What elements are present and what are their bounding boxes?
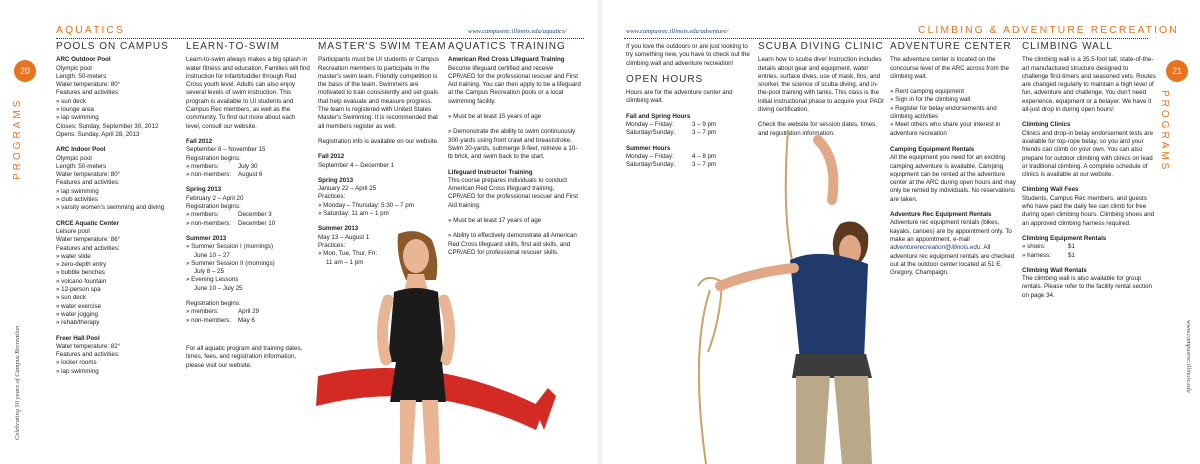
fall-heading: Fall 2012 — [186, 137, 213, 145]
training-title: AQUATICS TRAINING — [448, 41, 566, 52]
spring-heading: Spring 2013 — [186, 186, 222, 194]
learn-summer-registration — [186, 300, 310, 325]
vertical-side-url: www.campusrec.illinois.edu — [1185, 320, 1192, 393]
lifeguard-photo — [316, 228, 556, 464]
masters-fall-block — [318, 153, 440, 170]
feature-item: » lap swimming — [56, 188, 176, 196]
clinics-heading: Climbing Clinics — [1022, 121, 1071, 129]
shoes-label: » shoes: — [1022, 243, 1068, 251]
learn-summer-block — [186, 235, 310, 293]
pool-line: Water temperature: 80° — [56, 171, 121, 179]
climber-photo — [670, 130, 910, 464]
equipment-prices — [1022, 243, 1156, 260]
adventure-center-title: ADVENTURE CENTER — [890, 41, 1012, 52]
non-members-date: December 10 — [238, 219, 276, 227]
registration-label: Registration begins: — [186, 300, 241, 308]
members-date: July 30 — [238, 162, 258, 170]
practice-time: » Monday – Thursday: 5:30 – 7 pm — [318, 202, 440, 210]
shoes-price: $1 — [1068, 243, 1075, 251]
instructor-text: This course prepares individuals to conduct American Red Cross lifeguard training, CPR/AED for the professional rescuer and First Aid training. — [448, 176, 578, 209]
header-dotted-rule — [624, 38, 1148, 39]
days-label: Monday – Friday: — [626, 152, 674, 160]
members-date: December 3 — [238, 211, 272, 219]
masters-registration-info: Registration info is available on our website. — [318, 137, 439, 145]
members-label: » members: — [186, 163, 238, 171]
instructor-requirement: » Ability to effectively demonstrate all American Red Cross lifeguard skills, first aid skills, and CPR/AED for professional rescuer skills. — [448, 232, 582, 257]
members-date: April 29 — [238, 308, 259, 316]
lifeguard-text: Become lifeguard certified and receive CPR/AED for the professional rescuer and First Aid training. You can then apply to be a lifeguard at the Campus Recreation pools or a local swimming facility. — [448, 64, 581, 105]
climbing-wall-title: CLIMBING WALL — [1022, 41, 1113, 52]
feature-item: » varsity women's swimming and diving — [56, 204, 176, 212]
learn-to-swim-column — [186, 43, 310, 370]
crce-name: CRCE Aquatic Center — [56, 219, 120, 227]
crce-block — [56, 220, 176, 328]
adventure-url-link[interactable]: www.campusrec.illinois.edu/adventure/ — [626, 28, 729, 35]
aquatics-url-link[interactable]: www.campusrec.illinois.edu/aquatics/ — [468, 28, 567, 35]
lifeguard-requirement: » Demonstrate the ability to swim continuously 300-yards using front crawl and breaststroke. Swim 20-yards, submerge 9-feet, retrieve a 10-lb brick, and swim back to the start. — [448, 128, 582, 161]
pools-title: POOLS ON CAMPUS — [56, 41, 169, 52]
masters-spring-block — [318, 177, 440, 218]
camping-text: All the equipment you need for an exciting camping adventure is available. Camping equipment can be rented at the adventure center at the ARC during open hours and may only be rented by individuals. No reservations are taken. — [890, 154, 1016, 203]
members-label: » members: — [186, 308, 238, 316]
scuba-title: SCUBA DIVING CLINIC — [758, 41, 884, 52]
pool-line: Features and activities: — [56, 89, 120, 97]
camping-heading: Camping Equipment Rentals — [890, 145, 975, 153]
fees-text: Students, Campus Rec members, and guests who have paid the daily fee can climb for free during open climbing hours. Climbing shoes and an approved climbing harness required. — [1022, 194, 1155, 227]
pool-line: Water temperature: 86° — [56, 236, 121, 244]
feature-item: » locker rooms — [56, 359, 176, 367]
feature-item: » zero-depth entry — [56, 261, 176, 269]
feature-item: » water jogging — [56, 311, 176, 319]
vertical-programs-label: PROGRAMS — [12, 97, 23, 180]
page-number-badge: 20 — [14, 60, 36, 82]
wall-rentals-text: The climbing wall is also available for group rentals. Please refer to the facility rental section on page 34. — [1022, 275, 1153, 299]
non-members-label: » non-members: — [186, 317, 238, 325]
lifeguard-requirement: » Must be at least 15 years of age — [448, 113, 582, 121]
feature-item: » rehab/therapy — [56, 319, 176, 327]
service-item: » Rent camping equipment — [890, 88, 1016, 96]
summer-item: June 10 – 27 — [194, 251, 230, 259]
pool-line: Water temperature: 82° — [56, 342, 121, 350]
days-label: Monday – Friday: — [626, 121, 674, 129]
summer-heading: Summer 2013 — [186, 234, 227, 242]
feature-item: » water slide — [56, 253, 176, 261]
freer-block — [56, 335, 176, 376]
hours-value: 4 – 8 pm — [692, 152, 717, 160]
learn-fall-block — [186, 138, 310, 179]
pools-column — [56, 43, 176, 383]
members-label: » members: — [186, 211, 238, 219]
days-label: Saturday/Sunday: — [626, 129, 676, 137]
summer-item: » Evening Lessons — [186, 276, 310, 284]
non-members-date: August 6 — [238, 171, 263, 179]
adventure-intro: If you love the outdoors or are just looking to try something new, you have to check out the climbing wall and adventure recreation! — [626, 43, 750, 67]
vertical-side-caption: Celebrating 50 years of Campus Recreation — [14, 325, 21, 440]
spring-dates: January 22 – April 25 — [318, 185, 377, 193]
fall-spring-heading: Fall and Spring Hours — [626, 112, 691, 120]
fall-dates: September 4 – December 1 — [318, 161, 395, 169]
registration-label: Registration begins: — [186, 203, 241, 211]
scuba-text: Learn how to scuba dive! Instruction includes details about gear and equipment, water entries, surface dives, use of mask, fins, and snorkel, the science of scuba diving, and in-the-pool training with tanks. This class is the initial instructional phase to acquire your PADI diving certification. — [758, 56, 884, 114]
arc-indoor-name: ARC Indoor Pool — [56, 146, 106, 154]
feature-item: » lounge area — [56, 106, 176, 114]
adventure-rec-heading: Adventure Rec Equipment Rentals — [890, 211, 992, 219]
service-item: » Register for belay endorsements and climbing activities — [890, 105, 1016, 122]
instructor-requirement: » Must be at least 17 years of age — [448, 217, 582, 225]
summer-item: July 8 – 25 — [194, 268, 224, 276]
learn-spring-block — [186, 186, 310, 227]
days-label: Saturday/Sunday: — [626, 161, 676, 169]
wall-rentals-heading: Climbing Wall Rentals — [1022, 266, 1087, 274]
section-title-climbing: CLIMBING & ADVENTURE RECREATION — [918, 24, 1179, 36]
learn-title: LEARN-TO-SWIM — [186, 41, 280, 52]
feature-item: » volcano fountain — [56, 278, 176, 286]
closes-date: Closes: Sunday, September 30, 2012 — [56, 122, 159, 130]
summer-dates: May 13 – August 1 — [318, 233, 370, 241]
section-title-aquatics: AQUATICS — [56, 24, 125, 36]
harness-price: $1 — [1068, 251, 1075, 259]
adventure-center-text: The adventure center is located on the concourse level of the ARC across from the climbing wall. — [890, 56, 1009, 80]
summer-heading: Summer 2013 — [318, 225, 359, 233]
fall-heading: Fall 2012 — [318, 153, 345, 161]
header-dotted-rule — [56, 38, 584, 39]
practice-time: » Saturday: 11 am – 1 pm — [318, 210, 440, 218]
clinics-text: Clinics and drop-in belay endorsement tests are available for top-rope belay, so you and your friends can climb on your own. You can also prepare for outdoor climbing with clinics on lead or traditional climbing. A complete schedule of clinics is available at our website. — [1022, 129, 1154, 179]
pool-line: Leisure pool — [56, 227, 90, 235]
hours-value: 3 – 7 pm — [692, 161, 717, 169]
practices-label: Practices: — [318, 241, 346, 249]
feature-item: » lap swimming — [56, 114, 176, 122]
summer-heading: Summer Hours — [626, 144, 671, 152]
feature-item: » sun deck — [56, 294, 176, 302]
open-hours-text: Hours are for the adventure center and climbing wall. — [626, 89, 733, 105]
page-number-badge: 21 — [1166, 60, 1188, 82]
opens-date: Opens: Sunday, April 28, 2013 — [56, 130, 140, 138]
practices-label: Practices: — [318, 193, 346, 201]
summer-item: June 10 – July 25 — [194, 284, 243, 292]
non-members-date: May 6 — [238, 316, 255, 324]
freer-name: Freer Hall Pool — [56, 334, 100, 342]
spring-dates: February 2 – April 20 — [186, 194, 244, 202]
pool-line: Features and activities: — [56, 244, 120, 252]
pool-line: Features and activities: — [56, 351, 120, 359]
feature-item: » lap swimming — [56, 368, 176, 376]
hours-value: 3 – 7 pm — [692, 129, 717, 137]
equipment-rentals-heading: Climbing Equipment Rentals — [1022, 234, 1107, 242]
feature-item: » bubble benches — [56, 269, 176, 277]
feature-item: » 12-person spa — [56, 286, 176, 294]
arc-indoor-block — [56, 146, 176, 212]
practice-time: » Mon, Tue, Thur, Fri: — [318, 250, 440, 258]
instructor-heading: Lifeguard Instructor Training — [448, 168, 533, 176]
pool-line: Olympic pool — [56, 64, 92, 72]
climbing-wall-column — [1022, 43, 1156, 307]
feature-item: » club activities — [56, 196, 176, 204]
pool-line: Length: 50-meters — [56, 72, 107, 80]
open-hours-title: OPEN HOURS — [626, 73, 704, 85]
adventure-rec-text-part: Adventure rec equipment rentals (bikes, kayaks, canoes) are by appointment only. To make an appointment, e-mail — [890, 219, 1012, 243]
harness-label: » harness: — [1022, 252, 1068, 260]
scuba-info: Check the website for session dates, times, and registration information. — [758, 121, 877, 137]
vertical-programs-label: PROGRAMS — [1159, 90, 1170, 173]
feature-item: » water exercise — [56, 303, 176, 311]
arc-outdoor-name: ARC Outdoor Pool — [56, 56, 111, 64]
hours-value: 3 – 9 pm — [692, 121, 717, 129]
climbing-wall-text: The climbing wall is a 35.5-foot tall, state-of-the-art manufactured structure designed to challenge first-timers and seasoned vets. Routes are changed regularly to maintain a high level of fun, adventure and challenge. You don't need experience, equipment or a belayer. We have it all-just drop in during open hours! — [1022, 56, 1156, 114]
non-members-label: » non-members: — [186, 171, 238, 179]
adventure-rec-text-part: . All adventure rec equipment rentals are checked out at the outdoor center located at 51 E. Gregory, Champaign. — [890, 244, 1015, 277]
learn-intro: Learn-to-swim always makes a big splash in water fitness and education. Families will find instruction for infant/toddler through Red Cross youth level. Adults can also enjoy several levels of swim instruction. This program is available to UI students and Campus Rec members, as well as the community. To find out more about each level, consult our website. — [186, 56, 310, 130]
summer-item: » Summer Session II (mornings) — [186, 260, 310, 268]
practice-time: 11 am – 1 pm — [326, 258, 364, 266]
pool-line: Length: 50-meters — [56, 162, 107, 170]
learn-footer-note: For all aquatic program and training dates, times, fees, and registration information, please visit our website. — [186, 344, 303, 369]
arc-outdoor-block — [56, 56, 176, 139]
pool-line: Olympic pool — [56, 154, 92, 162]
lifeguard-heading: American Red Cross Lifeguard Training — [448, 56, 565, 64]
pool-line: Water temperature: 80° — [56, 81, 121, 89]
masters-title: MASTER'S SWIM TEAM — [318, 41, 447, 52]
summer-item: » Summer Session I (mornings) — [186, 243, 310, 251]
right-page — [600, 0, 1200, 464]
service-item: » Sign in for the climbing wall — [890, 96, 1016, 104]
non-members-label: » non-members: — [186, 220, 238, 228]
feature-item: » sun deck — [56, 98, 176, 106]
adventure-email-link[interactable]: adventurerecreation@illinois.edu — [890, 244, 981, 252]
fall-dates: September 8 – November 15 — [186, 146, 266, 154]
spring-heading: Spring 2013 — [318, 176, 354, 184]
service-item: » Meet others who share your interest in adventure recreation — [890, 121, 1016, 138]
masters-intro: Participants must be UI students or Campus Recreation members to participate in the master's swim team. Friendly competition is the basis of the team. Swimmers are motivated to train consistently and set goals that help evaluate and measure progress. The team is registered with United States Master's Swimming. It is recommended that all members register as well. — [318, 56, 440, 130]
registration-label: Registration begins: — [186, 154, 241, 162]
pool-line: Features and activities: — [56, 179, 120, 187]
fees-heading: Climbing Wall Fees — [1022, 186, 1079, 194]
